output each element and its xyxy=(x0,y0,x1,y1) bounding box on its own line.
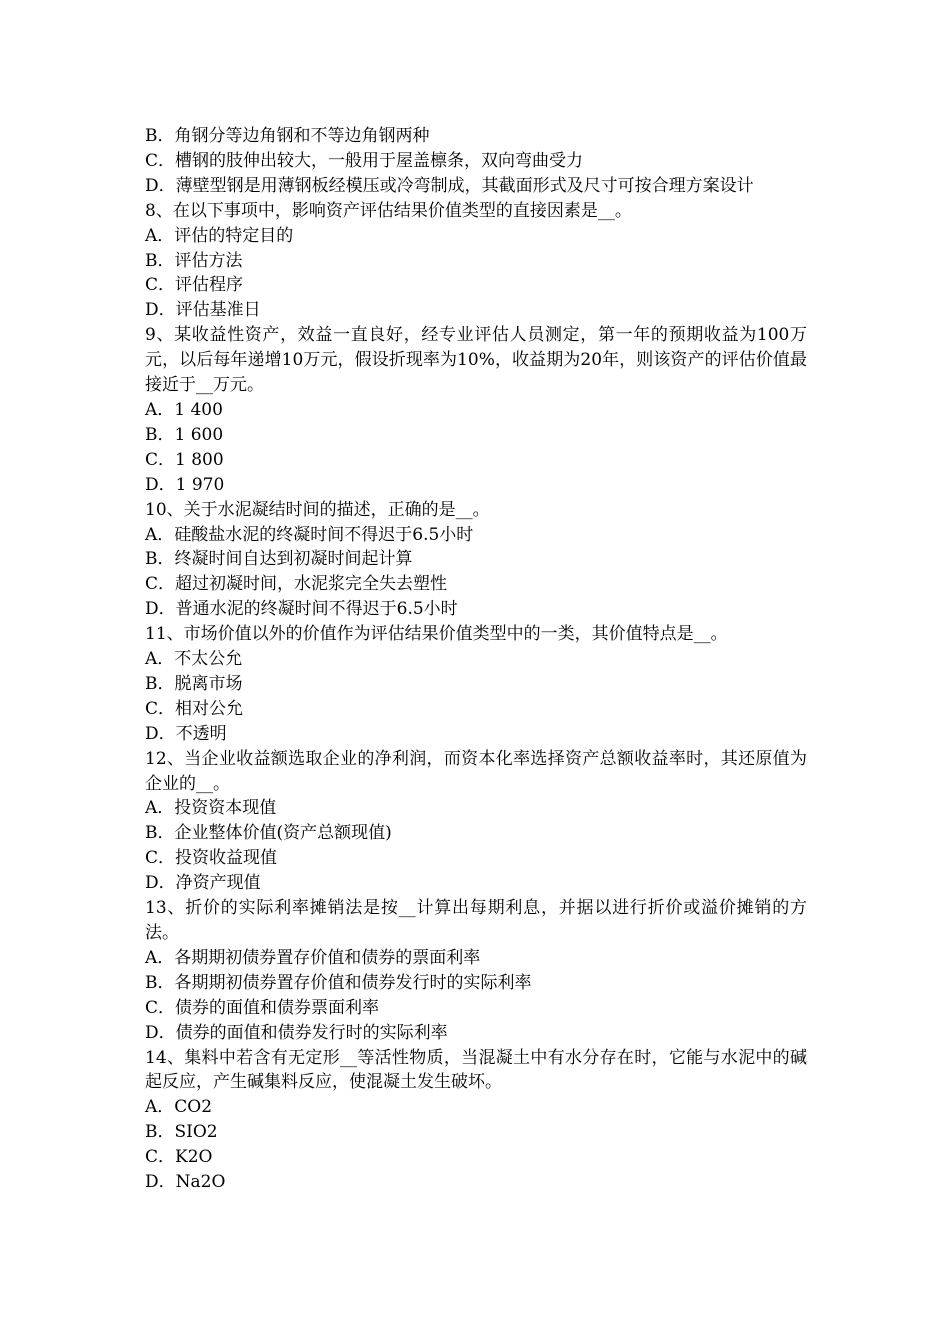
option-line: C．评估程序 xyxy=(145,275,244,296)
option-line: A．各期期初债券置存价值和债券的票面利率 xyxy=(145,947,481,968)
option-line: C．超过初凝时间，水泥浆完全失去塑性 xyxy=(145,574,448,595)
option-line: B．各期期初债券置存价值和债券发行时的实际利率 xyxy=(145,972,532,993)
question-line: 10、关于水泥凝结时间的描述，正确的是__。 xyxy=(145,499,490,520)
option-line: B．脱离市场 xyxy=(145,673,243,694)
option-line: C．债券的面值和债券票面利率 xyxy=(145,997,380,1018)
question-line: 12、当企业收益额选取企业的净利润，而资本化率选择资产总额收益率时，其还原值为企业的__。 xyxy=(145,748,807,794)
option-line: A．评估的特定目的 xyxy=(145,225,294,246)
option-line: D．净资产现值 xyxy=(145,873,261,894)
option-line: B．角钢分等边角钢和不等边角钢两种 xyxy=(145,126,430,146)
option-line: A．不太公允 xyxy=(145,649,243,670)
option-line: B．SIO2 xyxy=(145,1122,218,1143)
option-line: D．Na2O xyxy=(145,1172,226,1193)
option-line: A．1 400 xyxy=(145,399,223,420)
option-line: D．普通水泥的终凝时间不得迟于6.5小时 xyxy=(145,599,458,620)
question-line: 14、集料中若含有无定形__等活性物质，当混凝土中有水分存在时，它能与水泥中的碱起反应，产生碱集料反应，使混凝土发生破坏。 xyxy=(145,1047,807,1093)
option-line: C．投资收益现值 xyxy=(145,848,278,869)
option-line: C．1 800 xyxy=(145,449,224,470)
option-line: B．1 600 xyxy=(145,424,224,445)
option-line: C．相对公允 xyxy=(145,698,244,719)
question-line: 11、市场价值以外的价值作为评估结果价值类型中的一类，其价值特点是__。 xyxy=(145,624,728,645)
question-line: 13、折价的实际利率摊销法是按__计算出每期利息，并据以进行折价或溢价摊销的方法。 xyxy=(145,898,807,943)
option-line: B．评估方法 xyxy=(145,250,243,271)
option-line: D．债券的面值和债券发行时的实际利率 xyxy=(145,1022,448,1043)
option-line: B．企业整体价值(资产总额现值) xyxy=(145,823,392,844)
option-line: B．终凝时间自达到初凝时间起计算 xyxy=(145,549,413,570)
option-line: A．CO2 xyxy=(145,1097,213,1118)
option-line: A．硅酸盐水泥的终凝时间不得迟于6.5小时 xyxy=(145,524,474,545)
question-line: 9、某收益性资产，效益一直良好，经专业评估人员测定，第一年的预期收益为100万元，以后每年递增10万元，假设折现率为10%，收益期为20年，则该资产的评估价值最接近于__万元。 xyxy=(145,325,807,396)
question-line: 8、在以下事项中，影响资产评估结果价值类型的直接因素是__。 xyxy=(145,200,632,221)
option-line: D．不透明 xyxy=(145,723,227,744)
option-line: A．投资资本现值 xyxy=(145,798,277,819)
document-body xyxy=(145,124,807,1195)
option-line: C．槽钢的肢伸出较大，一般用于屋盖檩条，双向弯曲受力 xyxy=(145,150,584,171)
option-line: D．薄壁型钢是用薄钢板经模压或冷弯制成，其截面形式及尺寸可按合理方案设计 xyxy=(145,175,754,196)
option-line: C．K2O xyxy=(145,1147,213,1168)
option-line: D．1 970 xyxy=(145,474,225,495)
option-line: D．评估基准日 xyxy=(145,300,261,321)
